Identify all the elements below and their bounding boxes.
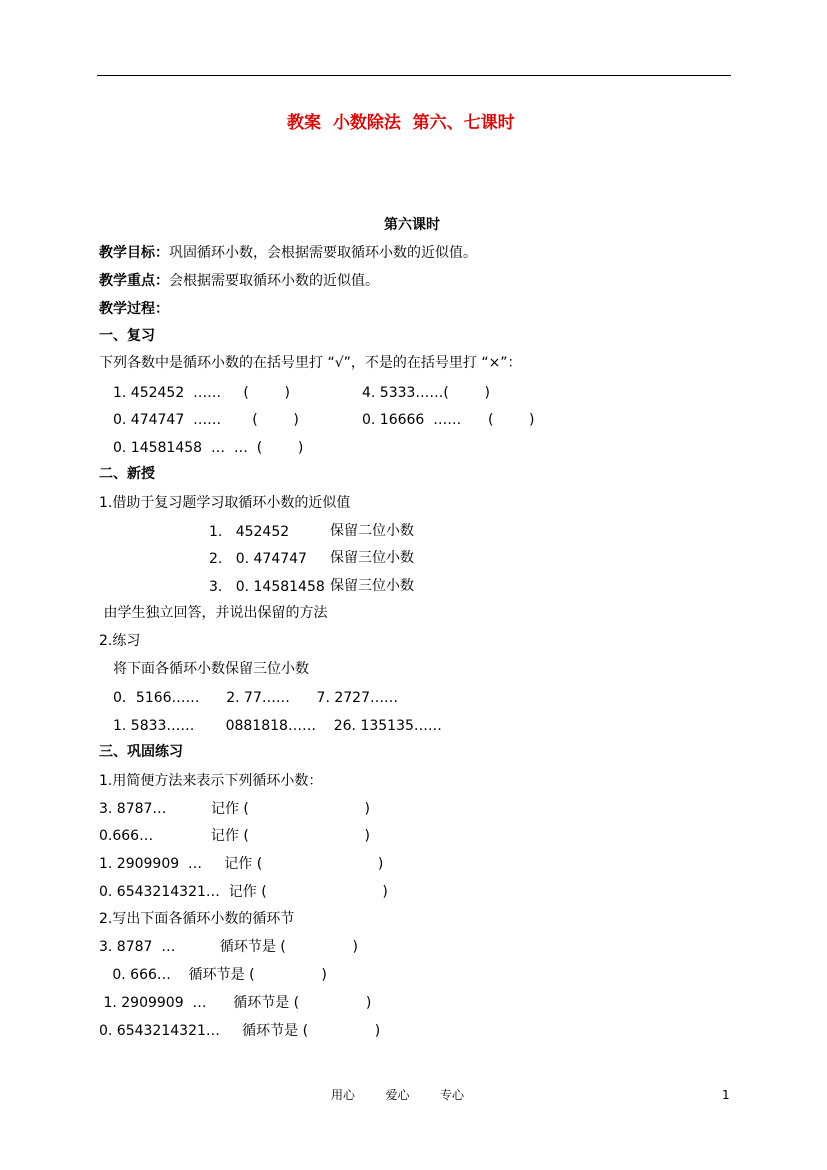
approx-keep: 保留三位小数 xyxy=(330,550,414,566)
exercise-2-row: 0. 666… 循环节是 ( ) xyxy=(99,967,327,983)
section-new-heading: 二、新授 xyxy=(99,466,155,482)
review-intro: 下列各数中是循环小数的在括号里打 “√”，不是的在括号里打 “×”： xyxy=(99,355,522,371)
practice-row: 0．5166…… 2. 77…… 7. 2727…… xyxy=(113,690,398,706)
process-label: 教学过程： xyxy=(99,301,169,317)
exercise-1-row: 3. 8787… 记作 ( ) xyxy=(99,801,371,817)
header-rule xyxy=(97,75,731,76)
teaching-goal xyxy=(99,244,477,262)
page-number: 1 xyxy=(722,1088,730,1102)
doc-title: 教案 小数除法 第六、七课时 xyxy=(287,113,515,133)
review-item: 0. 474747 …… ( ) xyxy=(113,412,299,428)
review-item: 1. 452452 …… ( ) xyxy=(113,385,290,401)
student-answer-note: 由学生独立回答，并说出保留的方法 xyxy=(99,605,328,621)
review-item: 0. 14581458 … … ( ) xyxy=(113,440,304,456)
exercise-2-row: 1. 2909909 … 循环节是 ( ) xyxy=(99,995,372,1011)
practice-intro: 将下面各循环小数保留三位小数 xyxy=(113,661,309,677)
goal-label: 教学目标： xyxy=(99,245,169,261)
approx-number: 3. 0. 14581458 xyxy=(209,579,325,595)
exercise-1-row: 0.666… 记作 ( ) xyxy=(99,828,371,844)
goal-text: 巩固循环小数，会根据需要取循环小数的近似值。 xyxy=(169,245,477,261)
focus-text: 会根据需要取循环小数的近似值。 xyxy=(169,273,379,289)
approx-number: 2. 0. 474747 xyxy=(209,551,307,567)
teaching-focus xyxy=(99,272,379,290)
approx-number: 1. 452452 xyxy=(209,524,290,540)
exercise-1-row: 1. 2909909 … 记作 ( ) xyxy=(99,856,384,872)
approx-keep: 保留二位小数 xyxy=(330,523,414,539)
exercise-2-row: 0. 6543214321… 循环节是 ( ) xyxy=(99,1023,381,1039)
approx-keep: 保留三位小数 xyxy=(330,578,414,594)
lesson-subtitle: 第六课时 xyxy=(384,217,440,233)
exercise-2-row: 3. 8787 … 循环节是 ( ) xyxy=(99,939,358,955)
exercise-1-heading: 1.用简便方法来表示下列循环小数： xyxy=(99,773,323,789)
review-item: 4. 5333……( ) xyxy=(362,385,490,401)
review-item: 0. 16666 …… ( ) xyxy=(362,412,535,428)
new-lesson-intro: 1.借助于复习题学习取循环小数的近似值 xyxy=(99,495,351,511)
focus-label: 教学重点： xyxy=(99,273,169,289)
practice-heading: 2.练习 xyxy=(99,633,141,649)
footer-motto: 用心 爱心 专心 xyxy=(331,1088,465,1102)
exercise-1-row: 0. 6543214321… 记作 ( ) xyxy=(99,884,388,900)
practice-row: 1. 5833…… 0881818…… 26. 135135…… xyxy=(113,718,442,734)
exercise-2-heading: 2.写出下面各循环小数的循环节 xyxy=(99,911,295,927)
section-consolidate-heading: 三、巩固练习 xyxy=(99,744,183,760)
section-review-heading: 一、复习 xyxy=(99,328,155,344)
